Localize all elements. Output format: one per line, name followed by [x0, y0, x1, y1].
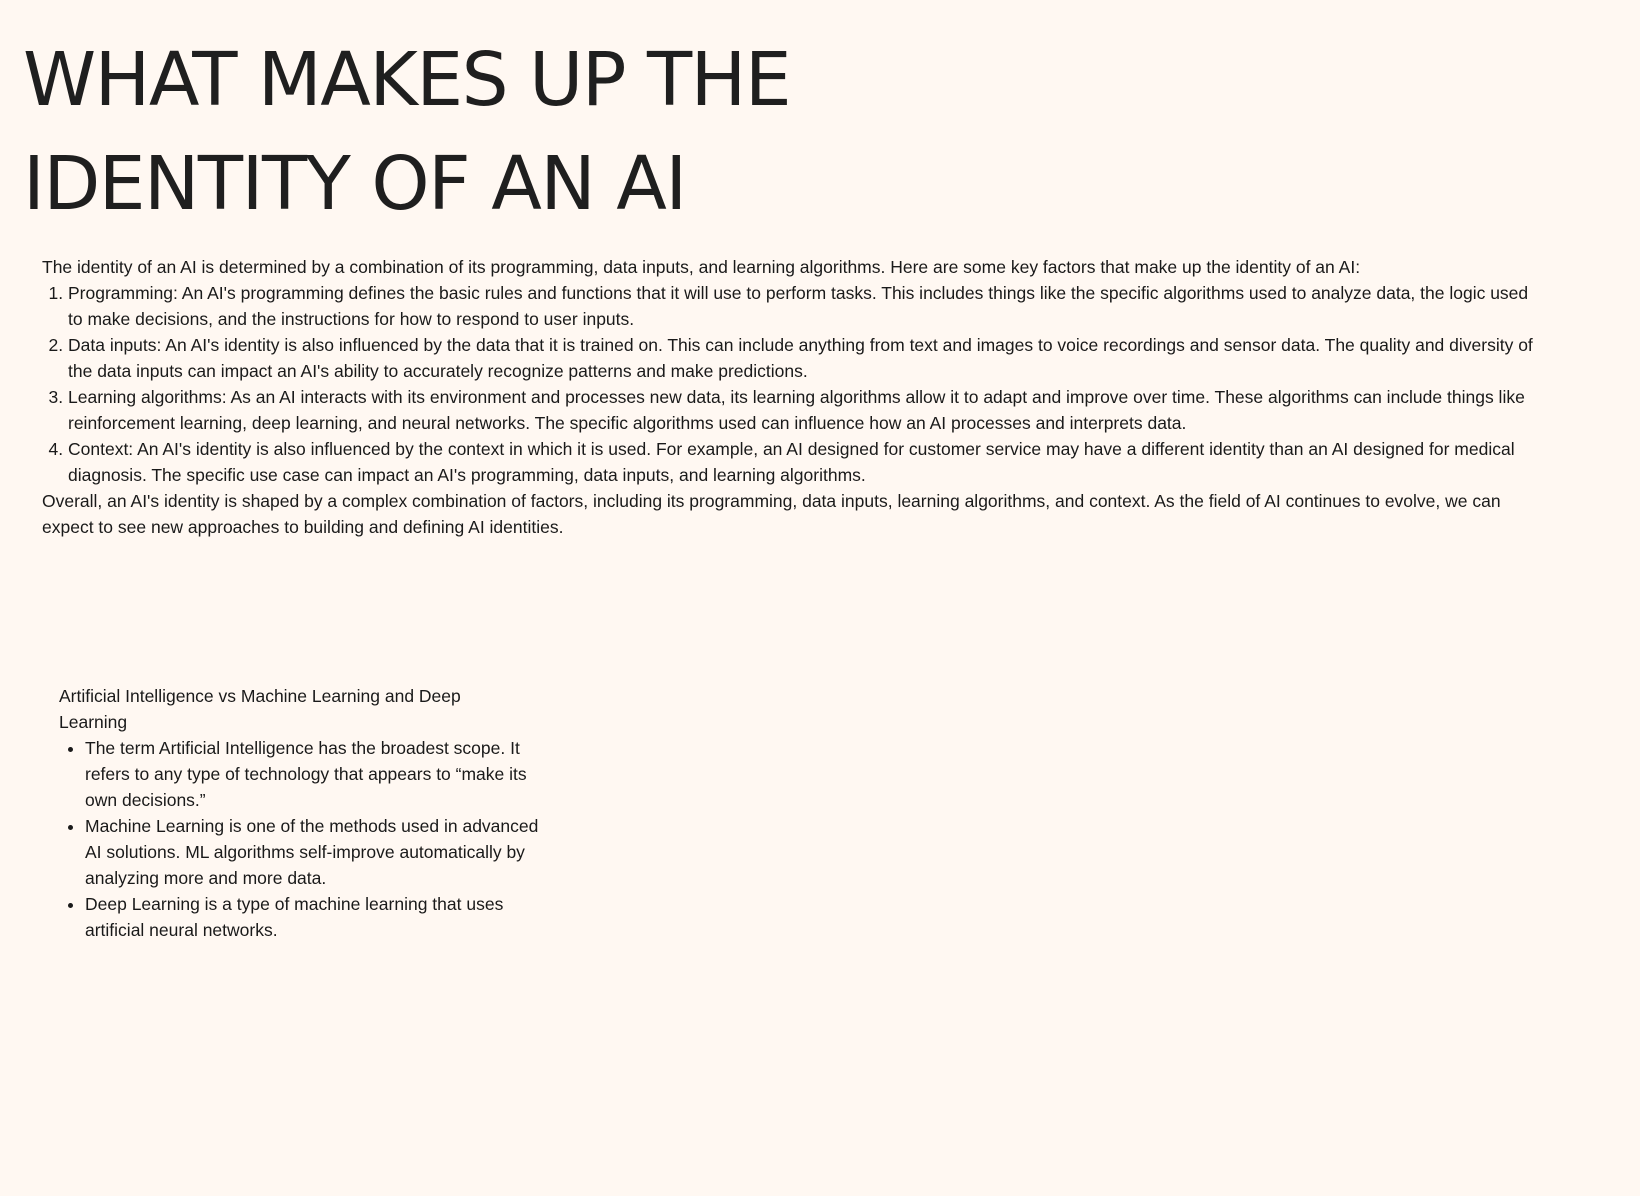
- comparison-heading: Artificial Intelligence vs Machine Learning and Deep Learning: [59, 686, 461, 732]
- page-title: [23, 28, 790, 236]
- comparison-item-ml: • Machine Learning is one of the methods used in advanced AI solutions. ML algorithms self-improve automatically by analyzing more and more data.: [85, 813, 549, 891]
- conclusion-paragraph: Overall, an AI's identity is shaped by a complex combination of factors, including its programming, data inputs, learning algorithms, and context. As the field of AI continues to evolve, we can expect to see new approaches to building and defining AI identities.: [42, 491, 1501, 537]
- intro-paragraph: The identity of an AI is determined by a combination of its programming, data inputs, and learning algorithms. Here are some key factors that make up the identity of an AI:: [42, 257, 1361, 277]
- comparison-item-dl: • Deep Learning is a type of machine learning that uses artificial neural networks.: [85, 891, 549, 943]
- factor-item-learning-algorithms: 3. Learning algorithms: As an AI interacts with its environment and processes new data, its learning algorithms allow it to adapt and improve over time. These algorithms can include things like reinforcement learning, deep learning, and neural networks. The specific algorithms used can influence how an AI processes and interprets data.: [68, 384, 1542, 436]
- factors-list: [42, 280, 1542, 488]
- page-title-line-1: WHAT MAKES UP THE: [23, 37, 791, 123]
- factor-item-programming: 1. Programming: An AI's programming defines the basic rules and functions that it will use to perform tasks. This includes things like the specific algorithms used to analyze data, the logic used to make decisions, and the instructions for how to respond to user inputs.: [68, 280, 1542, 332]
- comparison-item-ai: • The term Artificial Intelligence has the broadest scope. It refers to any type of technology that appears to “make its own decisions.”: [85, 735, 549, 813]
- ai-ml-dl-comparison: [59, 683, 549, 943]
- page-title-line-2: IDENTITY OF AN AI: [23, 141, 686, 227]
- identity-article: [42, 254, 1542, 540]
- factor-item-context: 4. Context: An AI's identity is also influenced by the context in which it is used. For example, an AI designed for customer service may have a different identity than an AI designed for medical diagnosis. The specific use case can impact an AI's programming, data inputs, and learning algorithms.: [68, 436, 1542, 488]
- comparison-list: [59, 735, 549, 943]
- factor-item-data-inputs: 2. Data inputs: An AI's identity is also influenced by the data that it is trained on. This can include anything from text and images to voice recordings and sensor data. The quality and diversity of the data inputs can impact an AI's ability to accurately recognize patterns and make predictions.: [68, 332, 1542, 384]
